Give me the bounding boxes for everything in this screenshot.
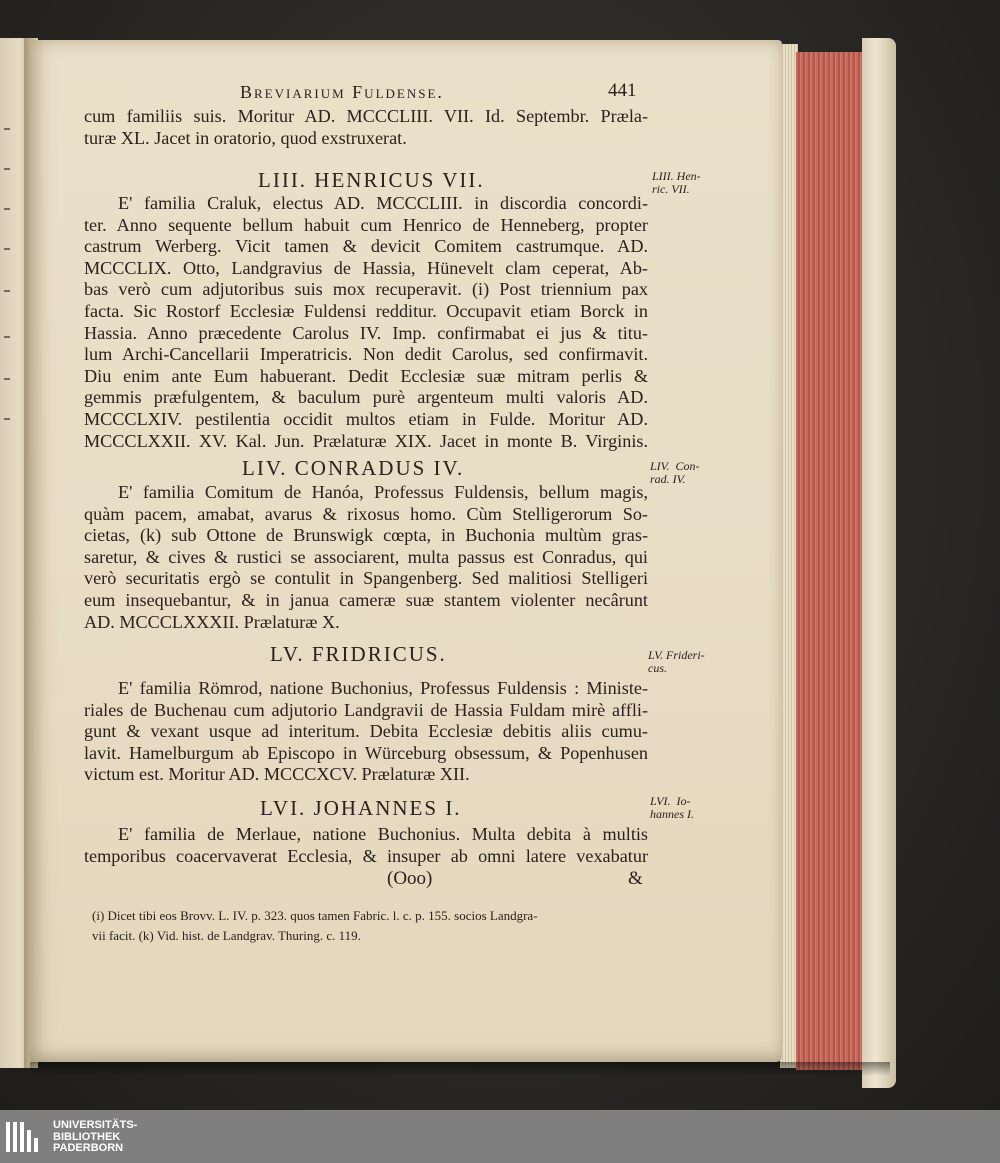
page-shadow xyxy=(30,1062,890,1076)
text-line: MCCCLXIV. pestilentia occidit multos etiam in Fulde. Moritur AD. xyxy=(84,408,648,429)
text-line: verò securitatis ergò se contulit in Spangenberg. Sed malitiosi Stelligeri xyxy=(84,568,648,589)
library-name-line: PADERBORN xyxy=(53,1142,124,1154)
text-line: lum Archi-Cancellarii Imperatricis. Non dedit Carolus, sed confirmavit. xyxy=(84,344,648,365)
text-line: cum familiis suis. Moritur AD. MCCCLIII. VII. Id. Septembr. Præla- xyxy=(84,106,648,126)
text-line: AD. MCCCLXXXII. Prælaturæ X. xyxy=(84,611,340,632)
text-line: E' familia Römrod, natione Buchonius, Professus Fuldensis : Ministe- xyxy=(118,678,648,698)
section-heading: LVI. JOHANNES I. xyxy=(260,796,462,820)
text-line: bas verò cum adjutoribus suis mox recuperavit. (i) Post triennium pax xyxy=(84,279,648,300)
text-line: Hassia. Anno præcedente Carolus IV. Imp. confirmabat ei jus & titu- xyxy=(84,322,648,343)
text-line: MCCCLXXII. XV. Kal. Jun. Prælaturæ XIX. Jacet in monte B. Virginis. xyxy=(84,430,648,451)
section-heading: LV. FRIDRICUS. xyxy=(270,642,447,666)
margin-note: LIII. Hen- ric. VII. xyxy=(652,169,701,196)
text-line: E' familia de Merlaue, natione Buchonius. Multa debita à multis xyxy=(118,824,648,844)
section-paragraph xyxy=(84,482,648,633)
text-line: E' familia Craluk, electus AD. MCCCLIII. in discordia concordi- xyxy=(118,193,648,213)
margin-note: LIV. Con- rad. IV. xyxy=(650,459,700,486)
text-line: lavit. Hamelburgum ab Episcopo in Würceburg obsessum, & Popenhusen xyxy=(84,742,648,763)
text-line: ter. Anno sequente bellum habuit cum Henrico de Henneberg, propter xyxy=(84,214,648,235)
signature-mark: (Ooo) xyxy=(387,868,433,889)
footnote-line: (i) Dicet tibi eos Brovv. L. IV. p. 323. quos tamen Fabric. l. c. p. 155. socios Landgra- xyxy=(92,908,538,923)
page-number: 441 xyxy=(608,80,637,101)
text-line: quàm pacem, amabat, avarus & rixosus homo. Cùm Stelligerorum So- xyxy=(84,503,648,524)
library-footer-bar xyxy=(0,1110,1000,1163)
text-line: turæ XL. Jacet in oratorio, quod exstruxerat. xyxy=(84,127,407,148)
text-line: E' familia Comitum de Hanóa, Professus Fuldensis, bellum magis, xyxy=(118,482,648,502)
footnote-line: vii facit. (k) Vid. hist. de Landgrav. Thuring. c. 119. xyxy=(92,928,361,943)
text-line: gemmis præfulgentem, & baculum purè argenteum multi valoris AD. xyxy=(84,387,648,408)
section-heading: LIV. CONRADUS IV. xyxy=(242,456,465,480)
text-line: MCCCLIX. Otto, Landgravius de Hassia, Hünevelt clam ceperat, Ab- xyxy=(84,257,648,278)
library-name-line: BIBLIOTHEK xyxy=(53,1130,121,1143)
library-name xyxy=(53,1120,137,1155)
section-paragraph xyxy=(84,678,648,786)
library-name-line: UNIVERSITÄTS- xyxy=(53,1119,138,1131)
library-logo-icon xyxy=(6,1122,44,1152)
section-paragraph xyxy=(84,824,648,867)
text-line: saretur, & cives & rustici se associarent, multa passus est Conradus, qui xyxy=(84,546,648,567)
running-head: Breviarium Fuldense. xyxy=(240,82,444,102)
red-page-edge xyxy=(796,52,866,1070)
section-paragraph xyxy=(84,193,648,452)
text-line: gunt & vexant usque ad interitum. Debita Ecclesiæ debitis aliis cumu- xyxy=(84,721,648,742)
text-line: facta. Sic Rostorf Ecclesiæ Fuldensi redditur. Occupavit etiam Borck in xyxy=(84,300,648,321)
text-line: Diu enim ante Eum habuerant. Dedit Ecclesiæ suæ mitram perlis & xyxy=(84,365,648,386)
text-line: riales de Buchenau cum adjutorio Landgravii de Hassia Fuldam mirè affli- xyxy=(84,699,648,720)
margin-note: LVI. Io- hannes I. xyxy=(650,794,694,821)
text-line: temporibus coacervaverat Ecclesia, & insuper ab omni latere vexabatur xyxy=(84,845,648,866)
section-heading: LIII. HENRICUS VII. xyxy=(258,168,485,192)
text-line: victum est. Moritur AD. MCCCXCV. Prælaturæ XII. xyxy=(84,764,470,785)
text-line: cietas, (k) sub Ottone de Brunswigk cœpta, in Buchonia multùm gras- xyxy=(84,525,648,546)
text-line: eum insequebantur, & in janua cameræ suæ stantem violenter necârunt xyxy=(84,589,648,610)
text-line: castrum Werberg. Vicit tamen & devicit Comitem castrumque. AD. xyxy=(84,236,648,257)
margin-note: LV. Frideri- cus. xyxy=(648,648,705,675)
catchword: & xyxy=(628,868,643,889)
opening-paragraph xyxy=(84,106,648,149)
book-cover-edge xyxy=(862,38,896,1088)
